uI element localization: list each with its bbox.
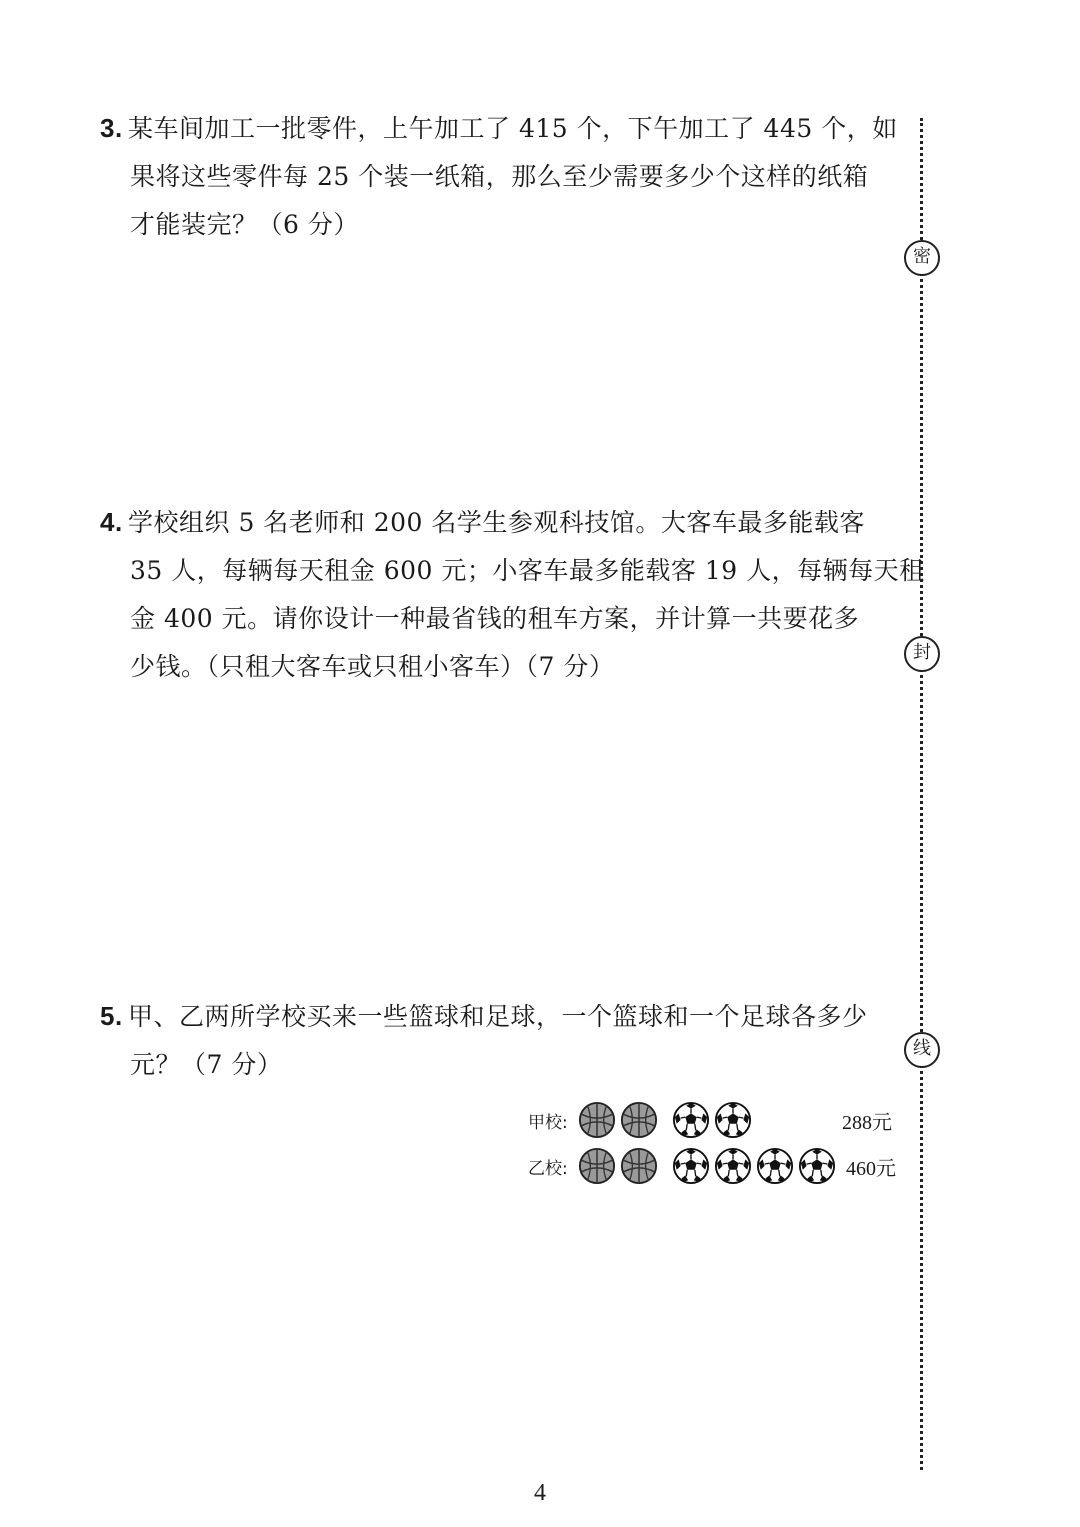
seal-char-xian: 线: [904, 1032, 940, 1068]
question-4: [100, 498, 925, 691]
ball-group: [578, 1147, 836, 1185]
question-text-line: 少钱。（只租大客车或只租小客车）（7 分）: [130, 652, 615, 681]
football-icon: [798, 1147, 836, 1185]
binding-dotted-line: [920, 118, 923, 1470]
basketball-icon: [620, 1147, 658, 1185]
school-b-row: [528, 1146, 836, 1186]
question-text-line: 果将这些零件每 25 个装一纸箱，那么至少需要多少个这样的纸箱: [130, 162, 869, 191]
football-icon: [756, 1147, 794, 1185]
question-number: 3.: [100, 113, 123, 143]
question-text-line: 甲、乙两所学校买来一些篮球和足球，一个篮球和一个足球各多少: [128, 1002, 868, 1031]
ball-group: [578, 1101, 752, 1139]
basketball-icon: [578, 1101, 616, 1139]
question-5: [100, 992, 900, 1089]
seal-char-mi: 密: [904, 240, 940, 276]
question-text-line: 某车间加工一批零件，上午加工了 415 个，下午加工了 445 个，如: [128, 114, 898, 143]
football-icon: [672, 1101, 710, 1139]
question-text-line: 元？（7 分）: [130, 1050, 283, 1079]
question-text-line: 35 人，每辆每天租金 600 元；小客车最多能载客 19 人，每辆每天租: [130, 556, 925, 585]
football-icon: [714, 1147, 752, 1185]
question-number: 4.: [100, 507, 123, 537]
question-text-line: 才能装完？（6 分）: [130, 210, 359, 239]
football-icon: [672, 1147, 710, 1185]
basketball-icon: [578, 1147, 616, 1185]
page-number: 4: [534, 1480, 546, 1506]
school-b-label: 乙校:: [528, 1158, 568, 1179]
school-a-row: [528, 1100, 752, 1140]
question-number: 5.: [100, 1001, 123, 1031]
question-text-line: 学校组织 5 名老师和 200 名学生参观科技馆。大客车最多能载客: [128, 508, 865, 537]
school-b-price: 460元: [846, 1158, 896, 1180]
basketball-icon: [620, 1101, 658, 1139]
question-3: [100, 104, 900, 249]
school-a-price: 288元: [842, 1112, 892, 1134]
football-icon: [714, 1101, 752, 1139]
question-text-line: 金 400 元。请你设计一种最省钱的租车方案，并计算一共要花多: [130, 604, 860, 633]
seal-char-feng: 封: [904, 636, 940, 672]
school-a-label: 甲校:: [528, 1112, 568, 1133]
